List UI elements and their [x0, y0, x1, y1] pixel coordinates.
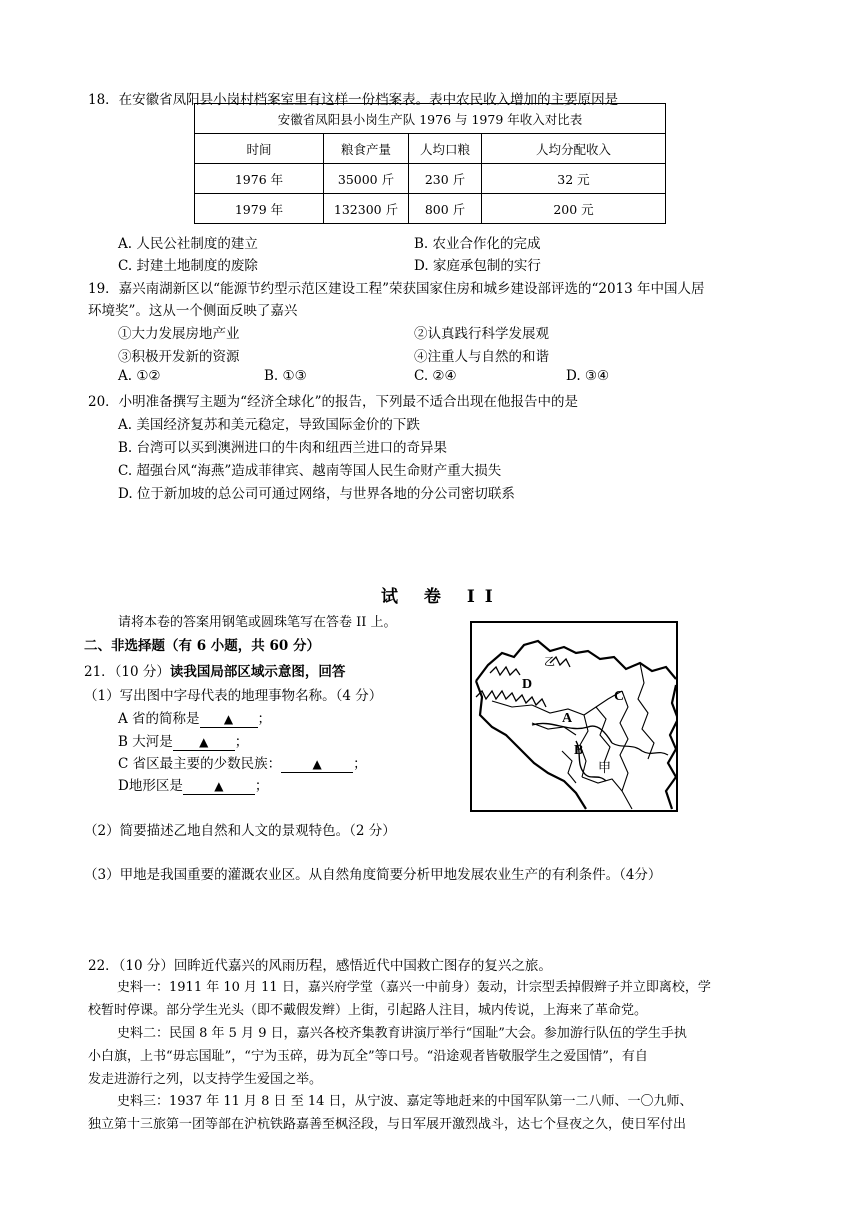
fill-label: D地形区是 — [118, 778, 183, 794]
fill-label: C 省区最主要的少数民族： — [118, 756, 282, 772]
answer-blank[interactable] — [281, 756, 353, 773]
table-header: 粮食产量 — [324, 134, 409, 164]
answer-mark: ▲ — [214, 779, 224, 793]
q20-option-c: C. 超强台风“海燕”造成菲律宾、越南等国人民生命财产重大损失 — [118, 463, 502, 479]
table-row — [195, 194, 666, 224]
q18-option-b: B. 农业合作化的完成 — [414, 236, 541, 252]
q22-source3-line1: 史料三：1937 年 11 月 8 日 至 14 日，从宁波、嘉定等地赶来的中国军队第一二八师、一〇九师、 — [117, 1094, 693, 1109]
q18-stem: 18．在安徽省凤阳县小岗村档案室里有这样一份档案表。表中农民收入增加的主要原因是 — [88, 92, 619, 108]
map-label-a: A — [562, 711, 573, 726]
q20-option-a: A. 美国经济复苏和美元稳定，导致国际金价的下跌 — [118, 417, 420, 433]
q21-sub3: （3）甲地是我国重要的灌溉农业区。从自然角度简要分析甲地发展农业生产的有利条件。（4分） — [84, 867, 662, 883]
part2-instruction: 请将本卷的答案用钢笔或圆珠笔写在答卷 II 上。 — [118, 615, 397, 630]
q22-stem: 22．（10 分）回眸近代嘉兴的风雨历程，感悟近代中国救亡图存的复兴之旅。 — [88, 958, 552, 974]
q22-source2-line2: 小白旗，上书“毋忘国耻”，“宁为玉碎，毋为瓦全”等口号。“沿途观者皆敬服学生之爱国情”，有自 — [88, 1049, 648, 1064]
q22-source2-line1: 史料二：民国 8 年 5 月 9 日，嘉兴各校齐集教育讲演厅举行“国耻”大会。参加游行队伍的学生手执 — [117, 1026, 687, 1041]
answer-blank[interactable] — [183, 778, 255, 795]
answer-blank[interactable] — [200, 711, 258, 728]
q18-option-d: D. 家庭承包制的实行 — [414, 258, 541, 274]
q21-fill-d — [118, 774, 268, 795]
part2-title: 试 卷 II — [381, 587, 503, 607]
q22-source3-line2: 独立第十三旅第一团等部在沪杭铁路嘉善至枫泾段，与日军展开激烈战斗，达七个昼夜之久，使日军付出 — [88, 1117, 687, 1132]
q20-stem: 20．小明准备撰写主题为“经济全球化”的报告，下列最不适合出现在他报告中的是 — [88, 394, 578, 410]
q21-fill-c — [118, 752, 367, 773]
q22-source1-line2: 校暂时停课。部分学生光头（即不戴假发辫）上街，引起路人注目，城内传说，上海来了革命党。 — [88, 1003, 648, 1018]
table-cell: 1979 年 — [195, 194, 324, 224]
income-comparison-table — [194, 103, 666, 224]
q19-item-4: ④注重人与自然的和谐 — [414, 349, 549, 365]
q19-item-2: ②认真践行科学发展观 — [414, 326, 549, 342]
answer-mark: ▲ — [199, 735, 209, 749]
q22-source1-line1: 史料一：1911 年 10 月 11 日，嘉兴府学堂（嘉兴一中前身）轰动，计宗型丢掉假辫子并立即离校，学 — [117, 980, 711, 995]
map-label-d: D — [522, 677, 533, 692]
answer-blank[interactable] — [173, 734, 235, 751]
q19-item-1: ①大力发展房地产业 — [118, 326, 240, 342]
answer-mark: ▲ — [223, 712, 234, 726]
q21-sub1: （1）写出图中字母代表的地理事物名称。（4 分） — [84, 688, 383, 704]
q19-item-3: ③积极开发新的资源 — [118, 349, 240, 365]
fill-punct: ； — [234, 734, 249, 750]
table-cell: 35000 斤 — [324, 164, 409, 194]
map-label-b: B — [574, 743, 584, 758]
regional-map — [470, 621, 678, 812]
map-label-yi: 乙 — [544, 656, 555, 668]
map-label-jia: 甲 — [598, 760, 612, 775]
q19-option-a: A. ①② — [118, 368, 161, 384]
table-cell: 1976 年 — [195, 164, 324, 194]
q19-stem-line2: 环境奖”。这从一个侧面反映了嘉兴 — [88, 303, 298, 319]
table-cell: 200 元 — [482, 194, 666, 224]
q21-instruction: 读我国局部区域示意图，回答 — [169, 664, 346, 680]
fill-punct: ； — [257, 711, 272, 727]
q19-option-b: B. ①③ — [264, 368, 307, 384]
q18-option-c: C. 封建土地制度的废除 — [118, 258, 258, 274]
q19-option-c: C. ②④ — [414, 368, 457, 384]
map-label-c: C — [614, 689, 625, 704]
table-header: 人均口粮 — [409, 134, 482, 164]
section-heading: 二、非选择题（有 6 小题，共 60 分） — [84, 638, 320, 654]
q18-option-a: A. 人民公社制度的建立 — [118, 236, 258, 252]
answer-mark: ▲ — [312, 757, 322, 771]
q20-option-d: D. 位于新加坡的总公司可通过网络，与世界各地的分公司密切联系 — [118, 486, 515, 502]
q21-sub2: （2）简要描述乙地自然和人文的景观特色。（2 分） — [84, 823, 396, 839]
q22-source2-line3: 发走进游行之列，以支持学生爱国之举。 — [88, 1072, 323, 1087]
q19-stem-line1: 19．嘉兴南湖新区以“能源节约型示范区建设工程”荣获国家住房和城乡建设部评选的“2013 年中国人居 — [88, 281, 705, 297]
table-header: 人均分配收入 — [482, 134, 666, 164]
q21-stem — [84, 660, 345, 680]
q21-fill-a — [118, 707, 271, 728]
fill-label: A 省的简称是 — [118, 711, 200, 727]
table-cell: 230 斤 — [409, 164, 482, 194]
table-caption: 安徽省凤阳县小岗生产队 1976 与 1979 年收入对比表 — [195, 104, 666, 134]
fill-label: B 大河是 — [118, 734, 173, 750]
fill-punct: ； — [353, 756, 367, 772]
q19-option-d: D. ③④ — [566, 368, 610, 384]
fill-punct: ； — [254, 778, 269, 794]
q20-option-b: B. 台湾可以买到澳洲进口的牛肉和纽西兰进口的奇异果 — [118, 440, 448, 456]
table-cell: 132300 斤 — [324, 194, 409, 224]
table-row — [195, 164, 666, 194]
q21-score: 21．（10 分） — [84, 664, 170, 680]
table-header: 时间 — [195, 134, 324, 164]
table-cell: 800 斤 — [409, 194, 482, 224]
map-drawing — [472, 623, 678, 812]
table-cell: 32 元 — [482, 164, 666, 194]
q21-fill-b — [118, 730, 248, 751]
